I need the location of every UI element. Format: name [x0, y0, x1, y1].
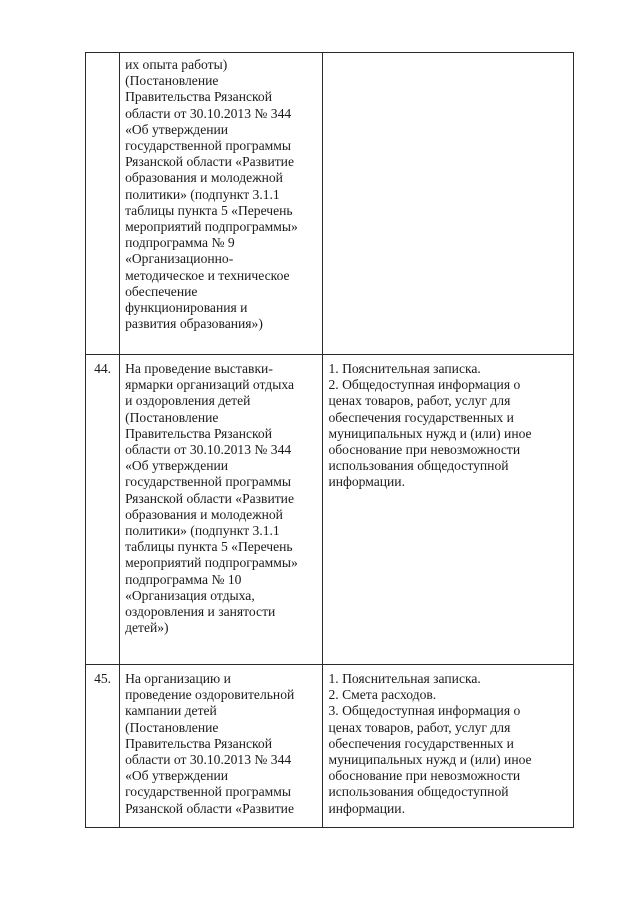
measure-name-text: На организацию и проведение оздоровительной кампании детей (Постановление Правительства Рязанской области от 30.10.2013 № 344 «Об утверждении государственной программы Рязанской области «Развитие: [125, 671, 295, 816]
row-number: 45.: [94, 671, 112, 686]
measure-name-cell: [120, 53, 323, 355]
row-number: [86, 53, 111, 59]
measure-name-cell: [120, 665, 323, 828]
row-number-cell: [86, 355, 120, 665]
measure-name-text: На проведение выставки- ярмарки организаций отдыха и оздоровления детей (Постановление Правительства Рязанской области от 30.10.2013 № 344 «Об утверждении государственной программы Рязанской области «Развитие образования и молодежной политики» (подпункт 3.1.1 таблицы пункта 5 «Перечень мероприятий подпрограммы» подпрограмма № 10 «Организация отдыха, оздоровления и занятости детей»): [125, 361, 298, 636]
row-number-cell: [86, 665, 120, 828]
table-row: [86, 355, 574, 665]
table-row: [86, 53, 574, 355]
documents-cell: [323, 665, 574, 828]
measure-name-cell: [120, 355, 323, 665]
row-number: 44.: [94, 361, 112, 376]
document-table: [85, 52, 574, 828]
documents-cell: [323, 355, 574, 665]
documents-text: [323, 53, 573, 57]
documents-text: 1. Пояснительная записка. 2. Общедоступная информация о ценах товаров, работ, услуг для обеспечения государственных и муниципальных нужд и (или) иное обоснование при невозможности использования общедоступной информации.: [328, 361, 532, 490]
documents-text: 1. Пояснительная записка. 2. Смета расходов. 3. Общедоступная информация о ценах товаров, работ, услуг для обеспечения государственных и муниципальных нужд и (или) иное обоснование при невозможности использования общедоступной информации.: [328, 671, 532, 816]
table-row: [86, 665, 574, 828]
row-number-cell: [86, 53, 120, 355]
documents-cell: [323, 53, 574, 355]
measure-name-text: их опыта работы) (Постановление Правительства Рязанской области от 30.10.2013 № 344 «Об утверждении государственной программы Рязанской области «Развитие образования и молодежной политики» (подпункт 3.1.1 таблицы пункта 5 «Перечень мероприятий подпрограммы» подпрограмма № 9 «Организационно- методическое и техническое обеспечение функционирования и развития образования»): [125, 57, 298, 332]
